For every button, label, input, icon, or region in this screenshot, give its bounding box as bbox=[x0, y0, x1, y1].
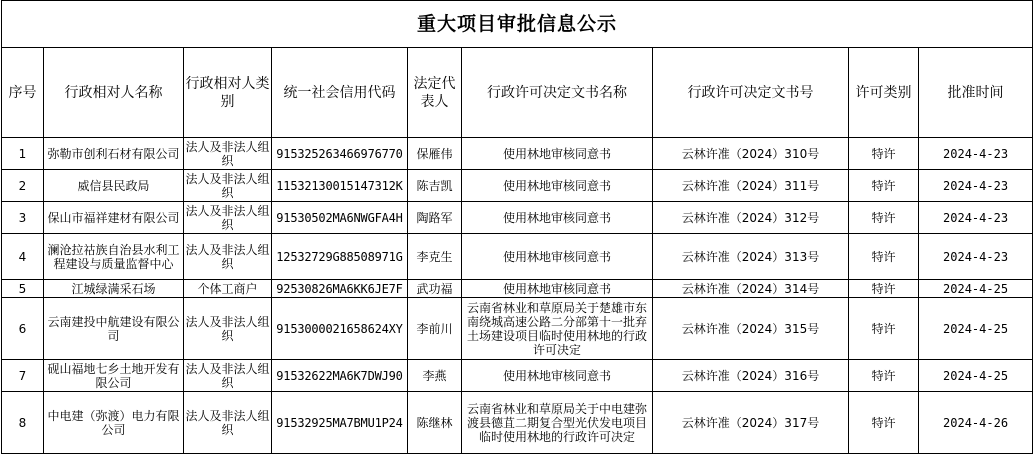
cell-code: 11532130015147312K bbox=[272, 170, 408, 202]
cell-rep: 李前川 bbox=[408, 298, 462, 360]
cell-category: 特许 bbox=[849, 234, 919, 280]
cell-date: 2024-4-23 bbox=[919, 202, 1033, 234]
table-row bbox=[2, 170, 1033, 202]
header-name: 行政相对人名称 bbox=[44, 48, 184, 138]
cell-rep: 李克生 bbox=[408, 234, 462, 280]
cell-date: 2024-4-25 bbox=[919, 280, 1033, 298]
cell-date: 2024-4-23 bbox=[919, 234, 1033, 280]
header-category: 许可类别 bbox=[849, 48, 919, 138]
cell-type: 个体工商户 bbox=[184, 280, 272, 298]
cell-type: 法人及非法人组织 bbox=[185, 171, 270, 200]
table-row bbox=[2, 360, 1033, 392]
cell-doc-no: 云林许准（2024）317号 bbox=[653, 392, 849, 454]
table-row bbox=[2, 138, 1033, 170]
cell-doc-no: 云林许准（2024）316号 bbox=[653, 360, 849, 392]
cell-seq: 6 bbox=[2, 298, 44, 360]
cell-type: 法人及非法人组织 bbox=[185, 361, 270, 390]
cell-code: 915325263466976770 bbox=[272, 138, 408, 170]
table-row bbox=[2, 392, 1033, 454]
cell-seq: 5 bbox=[2, 280, 44, 298]
cell-doc-no: 云林许准（2024）314号 bbox=[653, 280, 849, 298]
cell-doc-name: 使用林地审核同意书 bbox=[462, 138, 653, 170]
cell-seq: 2 bbox=[2, 170, 44, 202]
header-row bbox=[2, 48, 1033, 138]
cell-doc-no: 云林许准（2024）311号 bbox=[653, 170, 849, 202]
cell-date: 2024-4-23 bbox=[919, 138, 1033, 170]
cell-name: 中电建（弥渡）电力有限公司 bbox=[44, 392, 184, 454]
table-row bbox=[2, 298, 1033, 360]
cell-category: 特许 bbox=[849, 170, 919, 202]
table-row bbox=[2, 280, 1033, 298]
cell-seq: 1 bbox=[2, 138, 44, 170]
cell-category: 特许 bbox=[849, 360, 919, 392]
cell-category: 特许 bbox=[849, 138, 919, 170]
cell-type: 法人及非法人组织 bbox=[184, 392, 272, 454]
cell-date: 2024-4-23 bbox=[919, 170, 1033, 202]
header-seq: 序号 bbox=[2, 48, 44, 138]
cell-rep: 李燕 bbox=[408, 360, 462, 392]
cell-rep: 陶路军 bbox=[408, 202, 462, 234]
cell-category: 特许 bbox=[849, 298, 919, 360]
header-code: 统一社会信用代码 bbox=[272, 48, 408, 138]
cell-type: 法人及非法人组织 bbox=[184, 298, 272, 360]
cell-code: 91532622MA6K7DWJ90 bbox=[272, 360, 408, 392]
cell-doc-name: 使用林地审核同意书 bbox=[462, 234, 653, 280]
cell-date: 2024-4-25 bbox=[919, 298, 1033, 360]
cell-doc-name: 使用林地审核同意书 bbox=[462, 170, 653, 202]
cell-name: 云南建投中航建设有限公司 bbox=[44, 298, 184, 360]
cell-doc-name: 使用林地审核同意书 bbox=[462, 202, 653, 234]
cell-doc-name: 使用林地审核同意书 bbox=[462, 280, 653, 298]
cell-date: 2024-4-26 bbox=[919, 392, 1033, 454]
cell-code: 12532729G88508971G bbox=[272, 234, 408, 280]
approval-table bbox=[1, 0, 1033, 454]
cell-rep: 保雁伟 bbox=[408, 138, 462, 170]
cell-seq: 4 bbox=[2, 234, 44, 280]
cell-doc-no: 云林许准（2024）315号 bbox=[653, 298, 849, 360]
header-doc-no: 行政许可决定文书号 bbox=[653, 48, 849, 138]
cell-name: 威信县民政局 bbox=[44, 170, 184, 202]
cell-name: 江城绿满采石场 bbox=[44, 280, 184, 298]
cell-name: 澜沧拉祜族自治县水利工程建设与质量监督中心 bbox=[44, 234, 184, 280]
cell-rep: 武功福 bbox=[408, 280, 462, 298]
cell-rep: 陈吉凯 bbox=[408, 170, 462, 202]
header-rep: 法定代表人 bbox=[408, 48, 462, 138]
cell-doc-name: 云南省林业和草原局关于楚雄市东南绕城高速公路二分部第十一批弃土场建设项目临时使用林地的行政许可决定 bbox=[462, 298, 653, 360]
cell-name: 保山市福祥建材有限公司 bbox=[44, 202, 184, 234]
header-type: 行政相对人类别 bbox=[184, 48, 272, 138]
cell-category: 特许 bbox=[849, 202, 919, 234]
page-title: 重大项目审批信息公示 bbox=[2, 1, 1033, 48]
title-row bbox=[2, 1, 1033, 48]
cell-doc-name: 云南省林业和草原局关于中电建弥渡县德苴二期复合型光伏发电项目临时使用林地的行政许可决定 bbox=[462, 392, 653, 454]
cell-code: 91532925MA7BMU1P24 bbox=[272, 392, 408, 454]
cell-doc-no: 云林许准（2024）312号 bbox=[653, 202, 849, 234]
cell-code: 9153000021658624XY bbox=[272, 298, 408, 360]
cell-doc-no: 云林许准（2024）313号 bbox=[653, 234, 849, 280]
table-row bbox=[2, 234, 1033, 280]
cell-type: 法人及非法人组织 bbox=[184, 234, 272, 280]
cell-code: 92530826MA6KK6JE7F bbox=[272, 280, 408, 298]
table-row bbox=[2, 202, 1033, 234]
cell-category: 特许 bbox=[849, 392, 919, 454]
cell-seq: 3 bbox=[2, 202, 44, 234]
cell-type: 法人及非法人组织 bbox=[185, 203, 270, 232]
cell-code: 91530502MA6NWGFA4H bbox=[272, 202, 408, 234]
cell-type: 法人及非法人组织 bbox=[185, 139, 270, 168]
cell-name: 砚山福地七乡土地开发有限公司 bbox=[44, 360, 184, 392]
cell-category: 特许 bbox=[849, 280, 919, 298]
cell-doc-name: 使用林地审核同意书 bbox=[462, 360, 653, 392]
cell-date: 2024-4-25 bbox=[919, 360, 1033, 392]
cell-doc-no: 云林许准（2024）310号 bbox=[653, 138, 849, 170]
header-date: 批准时间 bbox=[919, 48, 1033, 138]
cell-name: 弥勒市创利石材有限公司 bbox=[44, 138, 184, 170]
cell-seq: 8 bbox=[2, 392, 44, 454]
cell-seq: 7 bbox=[2, 360, 44, 392]
cell-rep: 陈继林 bbox=[408, 392, 462, 454]
header-doc-name: 行政许可决定文书名称 bbox=[462, 48, 653, 138]
